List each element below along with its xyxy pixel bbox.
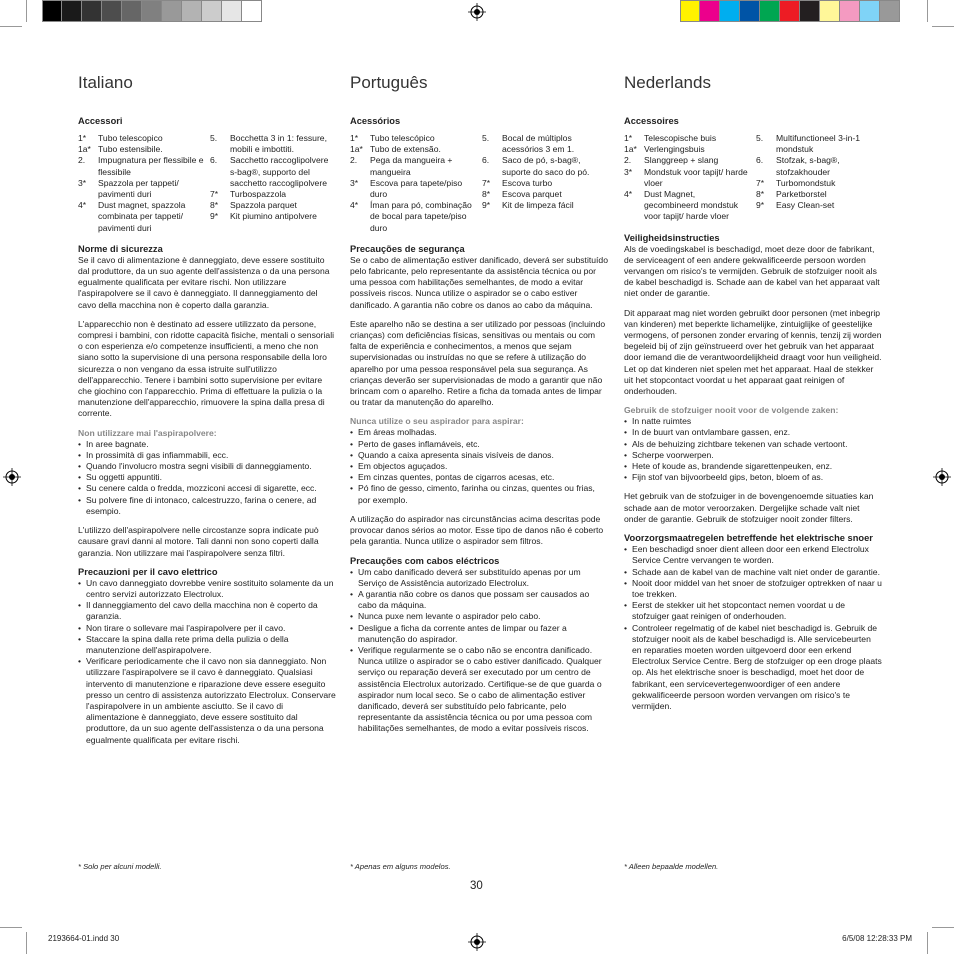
color-swatch — [860, 0, 880, 22]
accessory-item — [350, 178, 476, 200]
list-item: • Em objectos aguçados. — [350, 461, 608, 472]
accessory-label: Íman para pó, combinação de bocal para tapete/piso duro — [370, 200, 472, 233]
column-italiano — [78, 72, 336, 746]
accessories-list — [78, 133, 336, 234]
accessory-number: 8* — [210, 200, 219, 211]
accessory-number: 1* — [624, 133, 633, 143]
color-swatch — [700, 0, 720, 22]
accessory-label: Mondstuk voor tapijt/ harde vloer — [644, 166, 748, 188]
accessory-label: Tubo telescópico — [370, 133, 435, 143]
accessory-number: 6. — [756, 155, 764, 166]
registration-mark-icon — [3, 468, 21, 486]
list-item: • In prossimità di gas infiammabili, ecc. — [78, 450, 336, 461]
accessory-item — [756, 189, 882, 200]
accessory-item — [210, 155, 336, 189]
cable-precautions-list — [624, 544, 882, 712]
do-not-use-list — [350, 427, 608, 505]
accessory-item — [482, 133, 608, 155]
accessory-number: 2. — [78, 155, 86, 166]
accessory-number: 5. — [482, 133, 490, 143]
slug-timestamp: 6/5/08 12:28:33 PM — [842, 934, 912, 943]
list-item: • Nooit door middel van het snoer de stofzuiger optrekken of naar u toe trekken. — [624, 578, 882, 600]
accessory-item — [210, 189, 336, 200]
color-swatch — [820, 0, 840, 22]
list-item: • Il danneggiamento del cavo della macchina non è coperto da garanzia. — [78, 600, 336, 622]
list-item: • In de buurt van ontvlambare gassen, enz. — [624, 427, 882, 438]
accessories-column — [624, 133, 750, 223]
safety-heading: Precauções de segurança — [350, 243, 465, 254]
list-item: • Quando a caixa apresenta sinais visíveis de danos. — [350, 450, 608, 461]
color-swatch — [182, 0, 202, 22]
gray-swatch-bar — [42, 0, 262, 22]
safety-paragraph: Se il cavo di alimentazione è danneggiato, deve essere sostituito dal produttore, da un suo agente dell'assistenza o da una persona egualmente qualificata per evitare rischi. Non utilizzare l'aspirapolvere se il cavo è danneggiato. Il danneggiamento del cavo della macchina non è coperto dalla garanzia. — [78, 254, 330, 310]
color-swatch — [720, 0, 740, 22]
registration-mark-icon — [468, 3, 486, 21]
accessory-number: 4* — [78, 200, 87, 211]
accessory-label: Multifunctioneel 3-in-1 mondstuk — [776, 133, 861, 155]
accessory-item — [482, 178, 608, 189]
page-number: 30 — [470, 880, 483, 892]
accessory-label: Saco de pó, s-bag®, suporte do saco do pó. — [502, 155, 590, 177]
accessory-label: Dust Magnet, gecombineerd mondstuk voor tapijt/ harde vloer — [644, 189, 739, 222]
accessory-number: 4* — [624, 189, 633, 200]
cable-precautions-list — [350, 567, 608, 735]
color-swatch-bar — [680, 0, 900, 22]
language-title: Português — [350, 73, 428, 92]
accessory-item — [210, 200, 336, 211]
accessory-item — [624, 189, 750, 223]
accessories-heading: Acessórios — [350, 116, 401, 126]
accessory-label: Escova para tapete/piso duro — [370, 177, 463, 200]
usage-paragraph: L'utilizzo dell'aspirapolvere nelle circostanze sopra indicate può causare gravi danni al motore. Tali danni non sono coperti dalla garanzia. Non utilizzare mai l'aspirapolvere senza filtri. — [78, 525, 319, 558]
accessory-item — [756, 178, 882, 189]
list-item: • Hete of koude as, brandende sigarettenpeuken, enz. — [624, 461, 882, 472]
accessory-item — [756, 133, 882, 155]
list-item: • Um cabo danificado deverá ser substituído apenas por um Serviço de Assistência autorizado Electrolux. — [350, 567, 608, 589]
crop-mark — [927, 932, 928, 954]
accessory-item — [350, 144, 476, 155]
accessories-column — [210, 133, 336, 234]
color-swatch — [162, 0, 182, 22]
list-item: • A garantia não cobre os danos que possam ser causados ao cabo da máquina. — [350, 589, 608, 611]
list-item: • Non tirare o sollevare mai l'aspirapolvere per il cavo. — [78, 623, 336, 634]
list-item: • In aree bagnate. — [78, 439, 336, 450]
accessory-number: 2. — [350, 155, 358, 166]
do-not-use-list — [78, 439, 336, 517]
cable-heading: Precauzioni per il cavo elettrico — [78, 566, 218, 577]
accessory-number: 3* — [350, 177, 359, 188]
list-item: • Staccare la spina dalla rete prima della pulizia o della manutenzione dell'aspirapolvere. — [78, 634, 336, 656]
list-item: • Em cinzas quentes, pontas de cigarros acesas, etc. — [350, 472, 608, 483]
accessory-item — [624, 144, 750, 155]
color-swatch — [122, 0, 142, 22]
accessory-item — [78, 200, 204, 234]
accessory-number: 9* — [482, 200, 491, 211]
usage-paragraph: Het gebruik van de stofzuiger in de bovengenoemde situaties kan schade aan de motor veroorzaken. Dergelijke schade valt niet onder de garantie. Gebruik de stofzuiger nooit zonder filters. — [624, 491, 874, 524]
accessory-item — [756, 200, 882, 211]
accessory-item — [78, 178, 204, 200]
accessory-number: 9* — [756, 200, 765, 211]
accessory-number: 1a* — [78, 144, 91, 155]
safety-paragraph: Dit apparaat mag niet worden gebruikt door personen (met inbegrip van kinderen) met beperkte lichamelijke, zintuiglijke of geestelijke vermogens, of personen zonder ervaring of kennis, tenzij zij worden begeleid bij of zijn geïnstrueerd over het gebruik van het apparaat door iemand die de verantwoordelijkheid draagt voor hun veiligheid. Let op dat kinderen niet spelen met het apparaat. Haal de stekker uit het stopcontact voordat u het apparaat gaat reinigen of onderhouden. — [624, 307, 882, 397]
language-title: Nederlands — [624, 73, 711, 92]
accessory-number: 1* — [78, 133, 87, 143]
accessory-label: Escova parquet — [502, 189, 562, 200]
crop-mark — [26, 932, 27, 954]
accessory-number: 7* — [482, 177, 491, 188]
crop-mark — [932, 26, 954, 27]
accessory-number: 2. — [624, 155, 632, 166]
accessory-label: Pega da mangueira + mangueira — [370, 155, 453, 177]
color-swatch — [780, 0, 800, 22]
accessory-label: Telescopische buis — [644, 133, 717, 143]
list-item: • Nunca puxe nem levante o aspirador pelo cabo. — [350, 611, 608, 622]
accessory-number: 9* — [210, 211, 219, 222]
accessory-number: 7* — [756, 177, 765, 188]
accessory-number: 1a* — [350, 144, 363, 155]
accessories-list — [624, 133, 882, 223]
color-swatch — [760, 0, 780, 22]
color-swatch — [222, 0, 242, 22]
accessory-label: Easy Clean-set — [776, 200, 835, 211]
accessory-item — [482, 189, 608, 200]
list-item: • Eerst de stekker uit het stopcontact nemen voordat u de stofzuiger gaat reinigen of onderhouden. — [624, 600, 882, 622]
list-item: • Su oggetti appuntiti. — [78, 472, 336, 483]
accessory-number: 6. — [482, 155, 490, 166]
safety-paragraph: Se o cabo de alimentação estiver danificado, deverá ser substituído pelo fabricante, pelo representante da assistência técnica ou por uma pessoa com habilitações semelhantes, de modo a evitar possíveis riscos. Nunca utilize o aspirador se o cabo estiver danificado. A garantia não cobre os danos ao cabo da máquina. — [350, 254, 608, 310]
list-item: • Verifique regularmente se o cabo não se encontra danificado. Nunca utilize o aspirador se o cabo estiver danificado. Qualquer serviço ou reparação deverá ser executado por um centro de assistência Electrolux autorizado. Certifique-se de que guarda o aspirador num local seco. Se o cabo de alimentação estiver danificado, deverá ser substituído pelo fabricante, pelo representante da assistência técnica ou por uma pessoa com habilitações semelhantes, de modo a evitar possíveis riscos. — [350, 645, 608, 735]
safety-paragraph: Este aparelho não se destina a ser utilizado por pessoas (incluindo crianças) com deficiências físicas, sensitivas ou mentais ou com falta de experiência e conhecimentos, a menos que sejam supervisionadas ou instruídas no que se refere à utilização do aparelho por uma pessoa responsável pela sua segurança. As crianças deverão ser supervisionadas de modo a garantir que não brincam com o aparelho. Retire a ficha da tomada antes de limpar ou tratar da manutenção do aparelho. — [350, 318, 606, 408]
safety-heading: Veiligheidsinstructies — [624, 232, 720, 243]
color-swatch — [202, 0, 222, 22]
do-not-use-heading: Non utilizzare mai l'aspirapolvere: — [78, 427, 217, 438]
accessory-item — [482, 155, 608, 177]
do-not-use-heading: Nunca utilize o seu aspirador para aspirar: — [350, 416, 524, 427]
footnote-italiano: * Solo per alcuni modelli. — [78, 862, 162, 871]
accessory-label: Spazzola parquet — [230, 200, 297, 211]
accessory-label: Escova turbo — [502, 177, 553, 188]
crop-mark — [0, 927, 22, 928]
accessory-number: 3* — [624, 166, 633, 177]
accessory-number: 5. — [756, 133, 764, 143]
registration-mark-icon — [933, 468, 951, 486]
list-item: • Su cenere calda o fredda, mozziconi accesi di sigarette, ecc. — [78, 483, 336, 494]
safety-paragraph: L'apparecchio non è destinato ad essere utilizzato da persone, compresi i bambini, con ridotte capacità fisiche, mentali o sensoriali o con esperienza e/o competenze insufficienti, a meno che non siano sotto la supervisione di una persona responsabile della loro sicurezza o non vengano da essa istruite sull'utilizzo dell'apparecchio. Tenere i bambini sotto supervisione per evitare che giochino con l'apparecchio. Prima di effettuare la pulizia o la manutenzione dell'apparecchio, rimuovere la spina dalla presa di corrente. — [78, 318, 335, 419]
cable-heading: Voorzorgsmaatregelen betreffende het elektrische snoer — [624, 533, 873, 544]
accessories-column — [756, 133, 882, 223]
accessory-label: Bocal de múltiplos acessórios 3 em 1. — [502, 133, 575, 155]
list-item: • Un cavo danneggiato dovrebbe venire sostituito solamente da un centro servizi autorizzato Electrolux. — [78, 578, 336, 600]
crop-mark — [0, 26, 22, 27]
crop-mark — [927, 0, 928, 22]
color-swatch — [880, 0, 900, 22]
color-swatch — [62, 0, 82, 22]
list-item: • Scherpe voorwerpen. — [624, 450, 882, 461]
safety-paragraph: Als de voedingskabel is beschadigd, moet deze door de fabrikant, de serviceagent of een andere gekwalificeerde persoon worden vervangen om risico's te vermijden. Gebruik de stofzuiger nooit als de kabel beschadigd is. Schade aan de kabel van het apparaat valt niet onder de garantie. — [624, 243, 880, 299]
accessory-number: 5. — [210, 133, 218, 143]
color-swatch — [740, 0, 760, 22]
usage-paragraph: A utilização do aspirador nas circunstâncias acima descritas pode provocar danos sérios ao motor. Esse tipo de danos não é coberto pela garantia. Nunca utilize o aspirador sem filtros. — [350, 513, 604, 547]
crop-mark — [932, 927, 954, 928]
accessory-item — [350, 133, 476, 144]
do-not-use-list — [624, 416, 882, 483]
accessory-label: Spazzola per tappeti/ pavimenti duri — [98, 177, 179, 200]
accessory-number: 3* — [78, 177, 87, 188]
accessory-label: Parketborstel — [776, 189, 827, 200]
accessory-label: Kit piumino antipolvere — [230, 211, 317, 222]
column-portugues — [350, 72, 608, 735]
list-item: • Fijn stof van bijvoorbeeld gips, beton, bloem of as. — [624, 472, 882, 483]
accessory-label: Tubo estensibile. — [98, 144, 163, 155]
accessory-label: Verlengingsbuis — [644, 144, 705, 155]
accessories-list — [350, 133, 608, 234]
accessory-item — [624, 155, 750, 166]
accessory-number: 7* — [210, 189, 219, 200]
cable-heading: Precauções com cabos eléctricos — [350, 555, 500, 566]
list-item: • Schade aan de kabel van de machine valt niet onder de garantie. — [624, 567, 882, 578]
color-swatch — [142, 0, 162, 22]
color-swatch — [42, 0, 62, 22]
accessory-item — [78, 155, 204, 177]
accessories-heading: Accessoires — [624, 116, 679, 126]
accessory-label: Kit de limpeza fácil — [502, 200, 574, 211]
accessory-label: Tubo telescopico — [98, 133, 163, 143]
list-item: • Pó fino de gesso, cimento, farinha ou cinzas, quentes ou frias, por exemplo. — [350, 483, 608, 505]
accessory-number: 4* — [350, 200, 359, 211]
accessory-label: Turbomondstuk — [776, 177, 836, 188]
accessory-label: Stofzak, s-bag®, stofzakhouder — [776, 155, 840, 177]
cable-precautions-list — [78, 578, 336, 746]
accessory-item — [756, 155, 882, 177]
color-swatch — [82, 0, 102, 22]
color-swatch — [680, 0, 700, 22]
crop-mark — [26, 0, 27, 22]
accessory-item — [624, 133, 750, 144]
accessory-label: Sacchetto raccoglipolvere s-bag®, supporto del sacchetto raccoglipolvere — [230, 155, 329, 188]
accessory-item — [350, 200, 476, 234]
safety-heading: Norme di sicurezza — [78, 243, 163, 254]
accessory-item — [624, 167, 750, 189]
accessory-label: Turbospazzola — [230, 189, 287, 200]
accessories-column — [78, 133, 204, 234]
language-title: Italiano — [78, 73, 133, 92]
accessory-label: Tubo de extensão. — [370, 144, 441, 155]
accessory-number: 6. — [210, 155, 218, 166]
accessory-label: Bocchetta 3 in 1: fessure, mobili e imbottiti. — [230, 133, 327, 155]
color-swatch — [800, 0, 820, 22]
accessory-item — [210, 211, 336, 222]
accessory-label: Dust magnet, spazzola combinata per tappeti/ pavimenti duri — [98, 200, 186, 233]
accessory-item — [482, 200, 608, 211]
color-swatch — [102, 0, 122, 22]
accessories-column — [350, 133, 476, 234]
footnote-portugues: * Apenas em alguns modelos. — [350, 862, 451, 871]
list-item: • Su polvere fine di intonaco, calcestruzzo, farina o cenere, ad esempio. — [78, 495, 336, 517]
accessory-number: 8* — [756, 189, 765, 200]
list-item: • Em áreas molhadas. — [350, 427, 608, 438]
color-swatch — [840, 0, 860, 22]
footnote-nederlands: * Alleen bepaalde modellen. — [624, 862, 719, 871]
column-nederlands — [624, 72, 882, 712]
accessory-item — [78, 144, 204, 155]
list-item: • Desligue a ficha da corrente antes de limpar ou fazer a manutenção do aspirador. — [350, 623, 608, 645]
color-swatch — [242, 0, 262, 22]
list-item: • In natte ruimtes — [624, 416, 882, 427]
accessory-item — [350, 155, 476, 177]
list-item: • Verificare periodicamente che il cavo non sia danneggiato. Non utilizzare l'aspirapolvere se il cavo è danneggiato. Qualsiasi intervento di manutenzione e riparazione deve essere eseguito presso un centro di assistenza autorizzato Electrolux. Conservare l'aspirapolvere in un ambiente asciutto. Se il cavo di alimentazione è danneggiato, deve essere sostituito dal produttore, da un suo agente dell'assistenza o da una persona egualmente qualificata per evitare rischi. — [78, 656, 336, 746]
accessory-number: 1* — [350, 133, 359, 143]
do-not-use-heading: Gebruik de stofzuiger nooit voor de volgende zaken: — [624, 405, 839, 416]
slug-file-info: 2193664-01.indd 30 — [48, 934, 120, 943]
accessories-column — [482, 133, 608, 234]
accessories-heading: Accessori — [78, 116, 123, 126]
accessory-item — [78, 133, 204, 144]
list-item: • Een beschadigd snoer dient alleen door een erkend Electrolux Service Centre vervangen te worden. — [624, 544, 882, 566]
list-item: • Quando l'involucro mostra segni visibili di danneggiamento. — [78, 461, 336, 472]
registration-mark-icon — [468, 933, 486, 951]
accessory-label: Impugnatura per flessibile e flessibile — [98, 155, 204, 177]
accessory-item — [210, 133, 336, 155]
accessory-number: 8* — [482, 189, 491, 200]
list-item: • Controleer regelmatig of de kabel niet beschadigd is. Gebruik de stofzuiger nooit als de kabel beschadigd is. Alle servicebeurten en reparaties moeten worden uitgevoerd door een erkend Electrolux Service Centre. Berg de stofzuiger op een droge plaats op. Als het elektrische snoer is beschadigd, moet het door de fabrikant, een servicevertegenwoordiger of een andere gekwalificeerde persoon worden vervangen om risico's te vermijden. — [624, 623, 882, 713]
list-item: • Als de behuizing zichtbare tekenen van schade vertoont. — [624, 439, 882, 450]
accessory-label: Slanggreep + slang — [644, 155, 719, 166]
list-item: • Perto de gases inflamáveis, etc. — [350, 439, 608, 450]
accessory-number: 1a* — [624, 144, 637, 155]
